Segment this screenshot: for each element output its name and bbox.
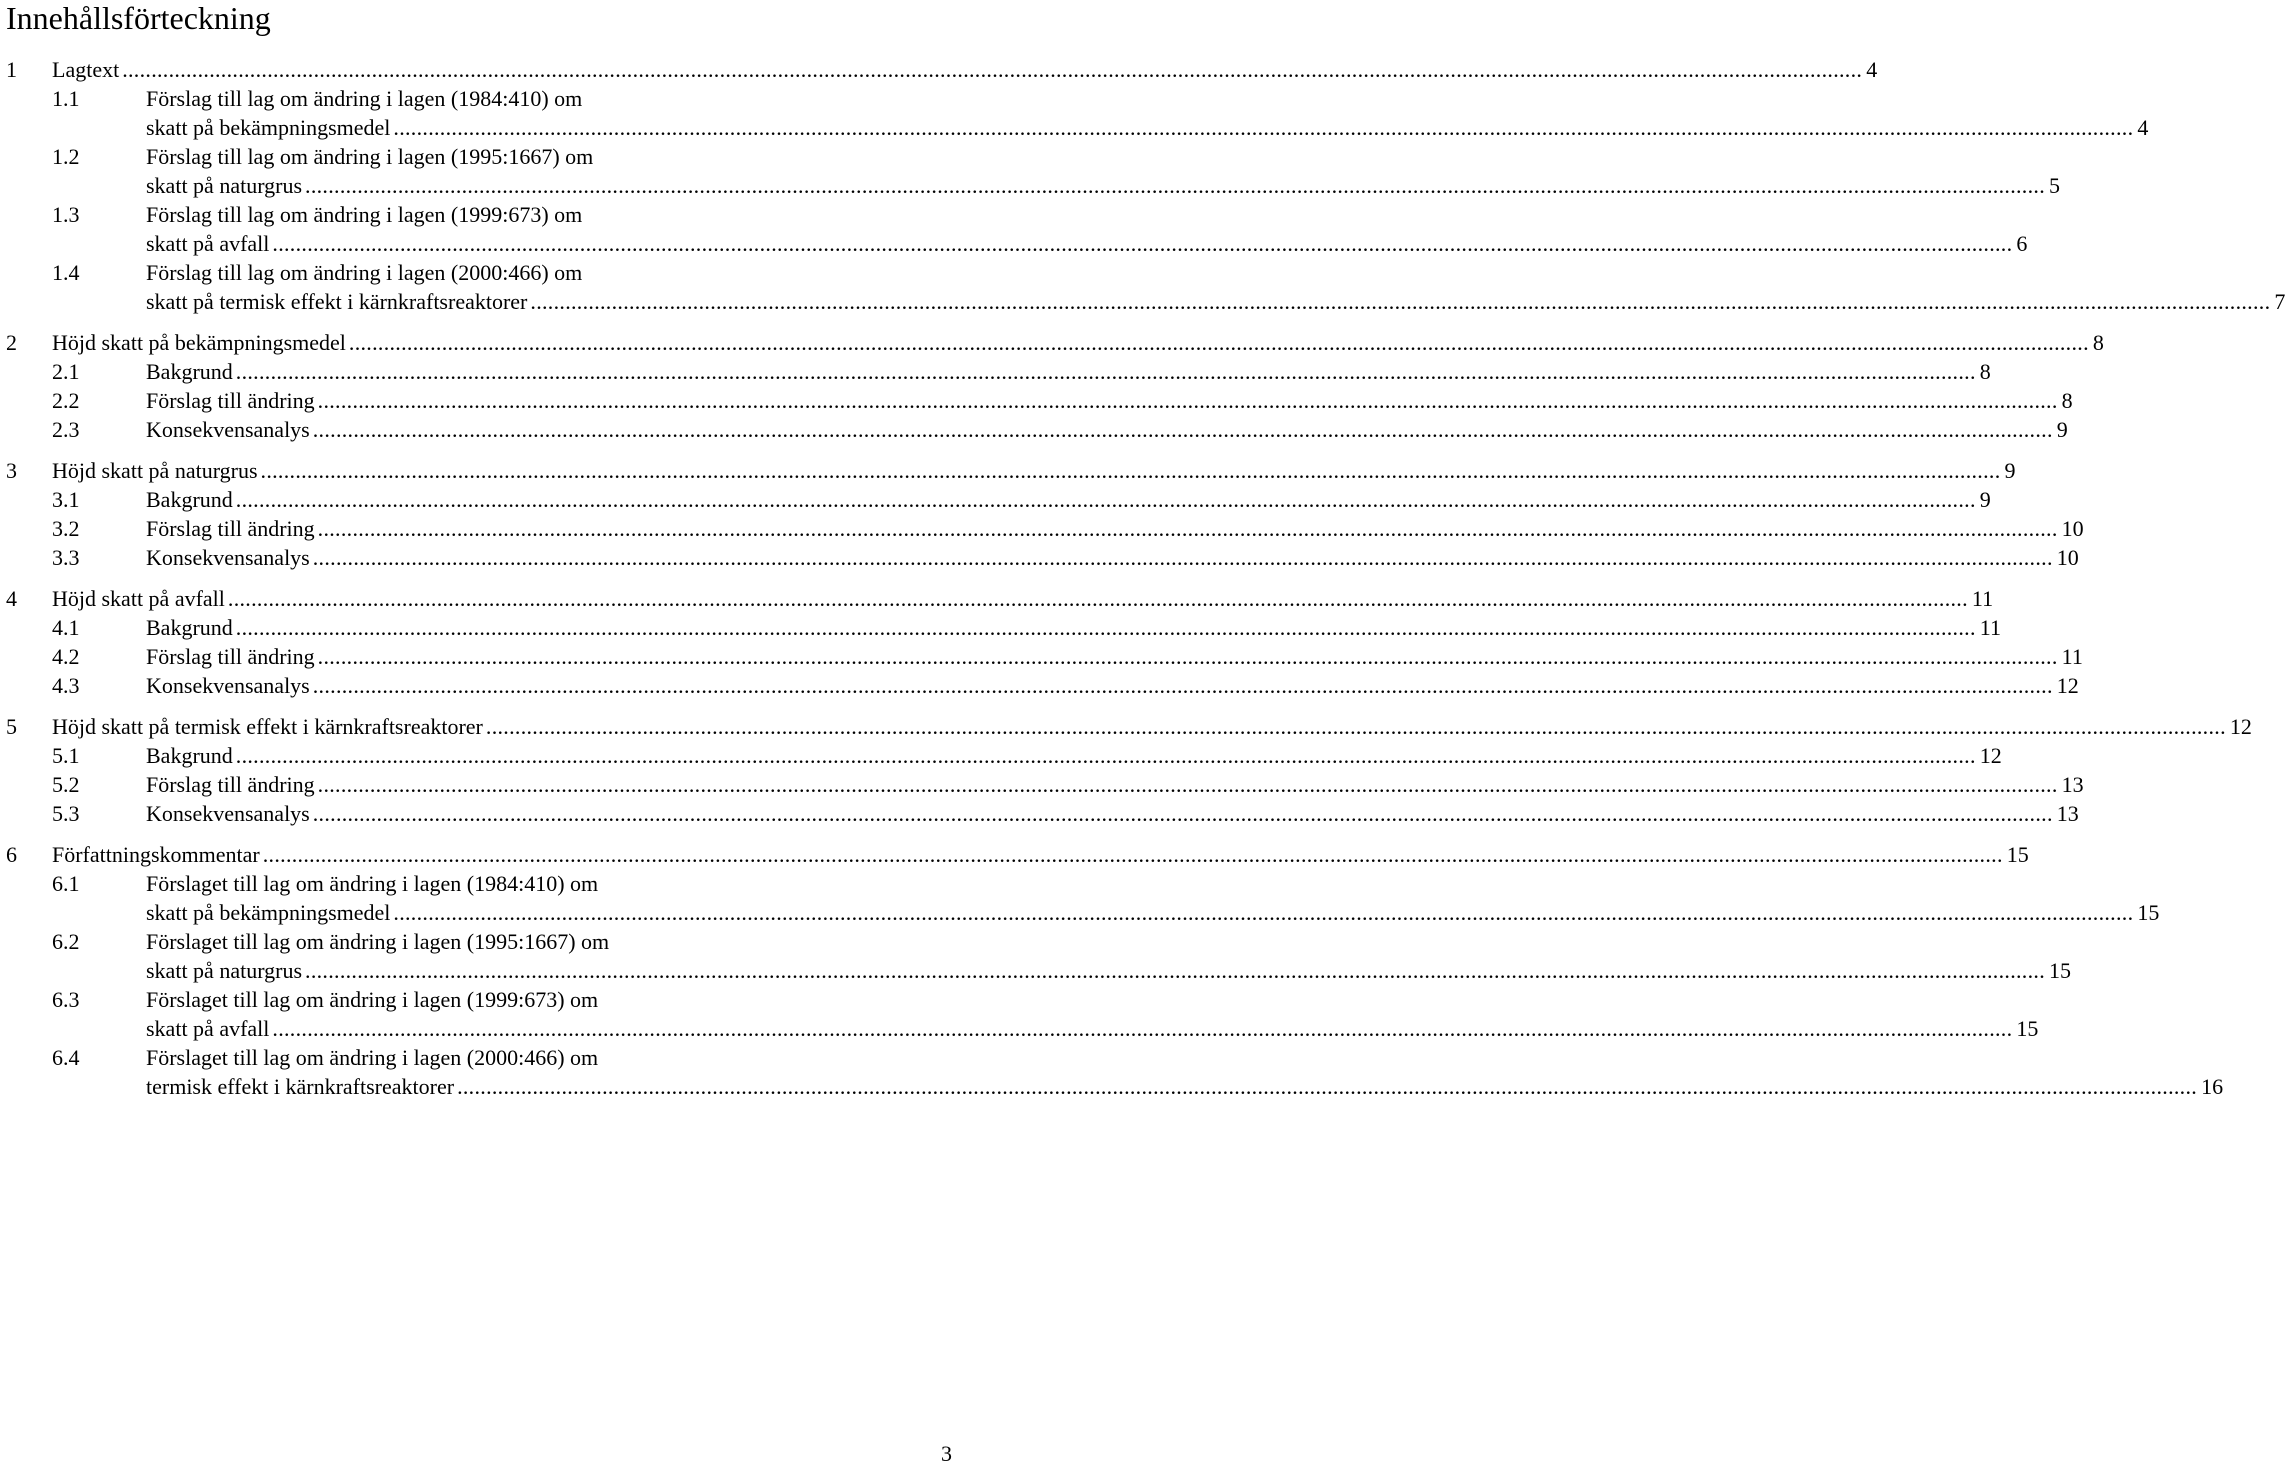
toc-leader-dots: ............................................................................................................................................................................................................................................................................................................	[312, 801, 2053, 826]
toc-entry-number: 6.1	[52, 871, 80, 896]
toc-entry-number: 1	[6, 57, 17, 82]
toc-entry-title: skatt på naturgrus	[146, 173, 303, 198]
toc-line	[0, 544, 2079, 572]
toc-leader-dots: ............................................................................................................................................................................................................................................................................................................	[457, 1074, 2198, 1099]
toc-entry-title: Förslaget till lag om ändring i lagen (2000:466) om	[146, 1045, 599, 1070]
toc-entry-number: 3.2	[52, 516, 80, 541]
toc-page-number: 13	[2056, 801, 2079, 826]
toc-entry-number: 5.1	[52, 743, 80, 768]
toc-entry-number: 6.3	[52, 987, 80, 1012]
toc-line	[0, 85, 746, 113]
toc-entry-title: Höjd skatt på bekämpningsmedel	[52, 330, 346, 355]
toc-entry-number: 6	[6, 842, 17, 867]
toc-leader-row	[146, 957, 2072, 985]
toc-page-number: 4	[2137, 115, 2149, 140]
toc-line	[0, 1044, 746, 1072]
toc-leader-dots: ............................................................................................................................................................................................................................................................................................................	[272, 1016, 2013, 1041]
toc-entry-title: termisk effekt i kärnkraftsreaktorer	[146, 1074, 455, 1099]
toc-entry-title: Förslaget till lag om ändring i lagen (1995:1667) om	[146, 929, 610, 954]
toc-entry-title: Lagtext	[52, 57, 120, 82]
toc-page-number: 15	[2137, 900, 2160, 925]
page-number: 3	[941, 1441, 952, 1466]
toc-leader-row	[146, 614, 2001, 642]
toc-leader-dots: ............................................................................................................................................................................................................................................................................................................	[312, 673, 2053, 698]
toc-page-number: 11	[2061, 644, 2083, 669]
toc-line	[0, 672, 2079, 700]
toc-line	[0, 329, 2104, 357]
toc-entry-title: skatt på naturgrus	[146, 958, 303, 983]
toc-page-number: 8	[1979, 359, 1991, 384]
toc-line	[0, 585, 1994, 613]
toc-leader-dots: ............................................................................................................................................................................................................................................................................................................	[272, 231, 2013, 256]
toc-line	[0, 957, 2072, 985]
toc-leader-row	[146, 288, 2285, 316]
toc-entry-number: 3	[6, 458, 17, 483]
toc-entry-title: skatt på termisk effekt i kärnkraftsreaktorer	[146, 289, 528, 314]
toc-entry-number: 6.2	[52, 929, 80, 954]
toc-entry-title: Förslag till ändring	[146, 388, 315, 413]
toc-entry-title: Förslag till ändring	[146, 516, 315, 541]
toc-entry-title: skatt på avfall	[146, 231, 270, 256]
toc-page-number: 7	[2274, 289, 2285, 314]
toc-leader-dots: ............................................................................................................................................................................................................................................................................................................	[262, 842, 2003, 867]
toc-line	[0, 143, 746, 171]
toc-leader-row	[146, 800, 2079, 828]
toc-entry-number: 5	[6, 714, 17, 739]
toc-entry-number: 1.4	[52, 260, 80, 285]
toc-line	[0, 870, 746, 898]
toc-line	[0, 515, 2084, 543]
toc-leader-row	[146, 1073, 2224, 1101]
toc-entry-title: Förslag till ändring	[146, 772, 315, 797]
toc-leader-dots: ............................................................................................................................................................................................................................................................................................................	[393, 115, 2134, 140]
toc-line	[0, 986, 746, 1014]
toc-line	[0, 742, 2002, 770]
toc-leader-row	[52, 585, 1994, 613]
toc-entry-title: Höjd skatt på naturgrus	[52, 458, 258, 483]
toc-line	[0, 114, 2149, 142]
toc-page-number: 6	[2016, 231, 2028, 256]
toc-page-number: 10	[2056, 545, 2079, 570]
toc-leader-row	[146, 114, 2149, 142]
toc-entry-number: 4.1	[52, 615, 80, 640]
toc-entry-title: Bakgrund	[146, 487, 233, 512]
toc-entry-title: Förslag till lag om ändring i lagen (1995:1667) om	[146, 144, 594, 169]
toc-entry-title: Författningskommentar	[52, 842, 260, 867]
toc-line	[0, 1073, 2224, 1101]
toc-leader-dots: ............................................................................................................................................................................................................................................................................................................	[305, 958, 2046, 983]
toc-entry-title: Höjd skatt på avfall	[52, 586, 225, 611]
toc-entry-title: Bakgrund	[146, 743, 233, 768]
toc-line	[0, 1015, 2039, 1043]
toc-page-number: 9	[2004, 458, 2016, 483]
toc-leader-row	[146, 643, 2083, 671]
toc-page-number: 10	[2061, 516, 2084, 541]
toc-page-number: 8	[2061, 388, 2073, 413]
toc-entry-number: 2.1	[52, 359, 80, 384]
toc-entry-title: Förslaget till lag om ändring i lagen (1984:410) om	[146, 871, 599, 896]
toc-leader-dots: ............................................................................................................................................................................................................................................................................................................	[235, 743, 1976, 768]
toc-line	[0, 457, 2016, 485]
toc-entry-title: Konsekvensanalys	[146, 673, 310, 698]
toc-entry-title: Höjd skatt på termisk effekt i kärnkraftsreaktorer	[52, 714, 483, 739]
toc-entry-number: 6.4	[52, 1045, 80, 1070]
toc-leader-row	[52, 457, 2016, 485]
toc-line	[0, 259, 746, 287]
toc-entry-title: skatt på bekämpningsmedel	[146, 115, 391, 140]
toc-leader-dots: ............................................................................................................................................................................................................................................................................................................	[312, 545, 2053, 570]
toc-leader-dots: ............................................................................................................................................................................................................................................................................................................	[227, 586, 1968, 611]
toc-leader-row	[52, 329, 2104, 357]
toc-entry-number: 2	[6, 330, 17, 355]
toc-line	[0, 800, 2079, 828]
toc-line	[0, 643, 2083, 671]
toc-page-number: 11	[1971, 586, 1994, 611]
toc-page-number: 11	[1979, 615, 2001, 640]
toc-page-number: 15	[2006, 842, 2029, 867]
toc-leader-dots: ............................................................................................................................................................................................................................................................................................................	[317, 516, 2058, 541]
toc-leader-dots: ............................................................................................................................................................................................................................................................................................................	[260, 458, 2001, 483]
toc-line	[0, 288, 2285, 316]
toc-page-number: 5	[2049, 173, 2061, 198]
toc-entry-number: 1.2	[52, 144, 80, 169]
toc-page-number: 15	[2016, 1016, 2039, 1041]
toc-entry-title: skatt på avfall	[146, 1016, 270, 1041]
toc-entry-title: skatt på bekämpningsmedel	[146, 900, 391, 925]
toc-entry-title: Förslag till lag om ändring i lagen (2000:466) om	[146, 260, 583, 285]
toc-entry-number: 4.2	[52, 644, 80, 669]
toc-page-number: 4	[1866, 57, 1878, 82]
toc-leader-dots: ............................................................................................................................................................................................................................................................................................................	[317, 388, 2058, 413]
toc-entry-number: 2.2	[52, 388, 80, 413]
toc-page-number: 12	[1979, 743, 2002, 768]
toc-entry-title: Bakgrund	[146, 615, 233, 640]
toc-leader-row	[146, 486, 1991, 514]
toc-page-number: 13	[2061, 772, 2084, 797]
toc-leader-row	[146, 230, 2028, 258]
toc-entry-title: Förslag till lag om ändring i lagen (1999:673) om	[146, 202, 583, 227]
toc-leader-dots: ............................................................................................................................................................................................................................................................................................................	[305, 173, 2046, 198]
toc-entry-title: Konsekvensanalys	[146, 801, 310, 826]
toc-line	[0, 928, 746, 956]
toc-leader-row	[146, 416, 2068, 444]
toc-line	[0, 56, 1878, 84]
toc-line	[0, 416, 2068, 444]
toc-leader-row	[52, 713, 2252, 741]
toc-page-number: 9	[2056, 417, 2068, 442]
toc-leader-dots: ............................................................................................................................................................................................................................................................................................................	[317, 772, 2058, 797]
toc-line	[0, 713, 2252, 741]
toc-leader-row	[146, 515, 2084, 543]
toc-leader-row	[146, 1015, 2039, 1043]
toc-page-number: 9	[1979, 487, 1991, 512]
toc-entry-title: Förslag till ändring	[146, 644, 315, 669]
toc-leader-dots: ............................................................................................................................................................................................................................................................................................................	[317, 644, 2058, 669]
toc-entry-number: 1.3	[52, 202, 80, 227]
page-title: Innehållsförteckning	[6, 0, 271, 36]
toc-leader-row	[52, 841, 2029, 869]
toc-leader-dots: ............................................................................................................................................................................................................................................................................................................	[348, 330, 2089, 355]
toc-entry-number: 3.1	[52, 487, 80, 512]
toc-leader-dots: ............................................................................................................................................................................................................................................................................................................	[312, 417, 2053, 442]
toc-leader-row	[146, 742, 2002, 770]
toc-leader-dots: ............................................................................................................................................................................................................................................................................................................	[235, 359, 1976, 384]
toc-leader-row	[146, 387, 2073, 415]
toc-line	[0, 358, 1991, 386]
toc-line	[0, 899, 2160, 927]
toc-line	[0, 614, 2001, 642]
toc-leader-dots: ............................................................................................................................................................................................................................................................................................................	[485, 714, 2226, 739]
toc-entry-number: 4	[6, 586, 17, 611]
toc-leader-dots: ............................................................................................................................................................................................................................................................................................................	[235, 615, 1976, 640]
toc-leader-row	[146, 899, 2160, 927]
toc-entry-title: Förslaget till lag om ändring i lagen (1999:673) om	[146, 987, 599, 1012]
toc-line	[0, 771, 2084, 799]
toc-entry-number: 2.3	[52, 417, 80, 442]
toc-leader-row	[146, 771, 2084, 799]
toc-page-number: 15	[2049, 958, 2072, 983]
toc-entry-number: 5.3	[52, 801, 80, 826]
toc-leader-row	[146, 172, 2061, 200]
toc-leader-dots: ............................................................................................................................................................................................................................................................................................................	[235, 487, 1976, 512]
toc-leader-dots: ............................................................................................................................................................................................................................................................................................................	[122, 57, 1863, 82]
toc-entry-number: 3.3	[52, 545, 80, 570]
toc-entry-title: Konsekvensanalys	[146, 417, 310, 442]
toc-entry-title: Förslag till lag om ändring i lagen (1984:410) om	[146, 86, 583, 111]
toc-entry-title: Konsekvensanalys	[146, 545, 310, 570]
toc-leader-dots: ............................................................................................................................................................................................................................................................................................................	[393, 900, 2134, 925]
toc-entry-number: 4.3	[52, 673, 80, 698]
toc-leader-row	[146, 672, 2079, 700]
toc-page-number: 12	[2056, 673, 2079, 698]
toc-leader-row	[146, 544, 2079, 572]
toc-entry-number: 1.1	[52, 86, 80, 111]
toc-line	[0, 841, 2029, 869]
toc-line	[0, 172, 2061, 200]
toc-page-number: 12	[2229, 714, 2252, 739]
toc-leader-row	[146, 358, 1991, 386]
toc-leader-dots: ............................................................................................................................................................................................................................................................................................................	[530, 289, 2271, 314]
toc-line	[0, 201, 746, 229]
toc-entry-number: 5.2	[52, 772, 80, 797]
toc-entry-title: Bakgrund	[146, 359, 233, 384]
toc-line	[0, 486, 1991, 514]
toc-page-number: 8	[2092, 330, 2104, 355]
toc-page-number: 16	[2201, 1074, 2224, 1099]
toc-line	[0, 230, 2028, 258]
toc-leader-row	[52, 56, 1878, 84]
toc-line	[0, 387, 2073, 415]
